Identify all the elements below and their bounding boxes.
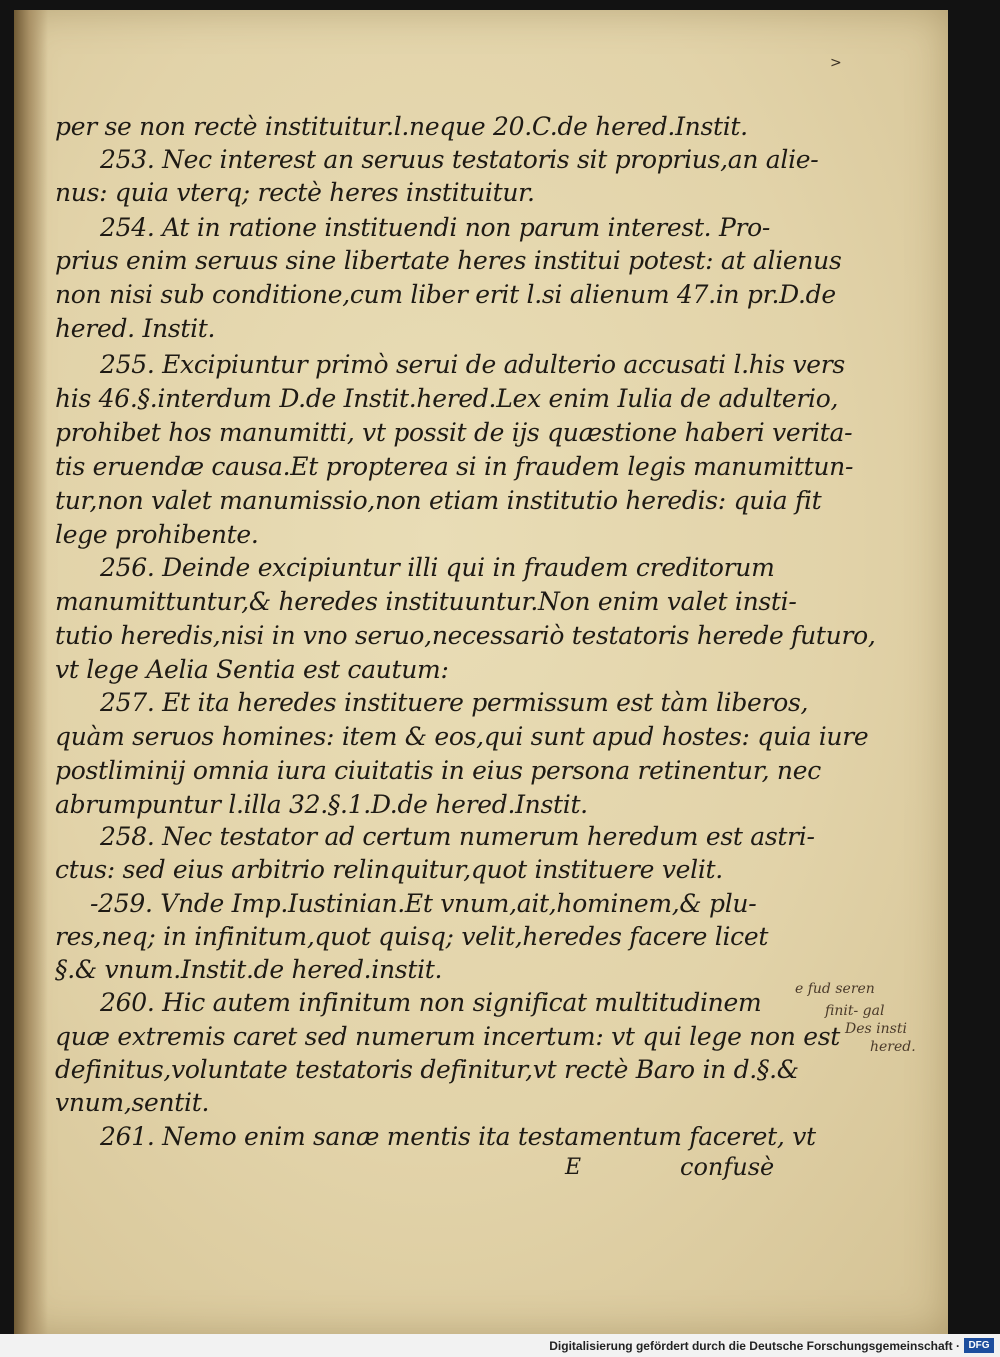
dfg-logo: DFG <box>964 1338 994 1353</box>
text-line: per se non rectè instituitur.l.neque 20.C.de hered.Instit. <box>55 112 748 141</box>
text-line: manumittuntur,& heredes instituuntur.Non enim valet insti- <box>55 587 797 616</box>
text-line: tur,non valet manumissio,non etiam institutio heredis: quia fit <box>55 486 822 515</box>
text-line: 255. Excipiuntur primò serui de adulterio accusati l.his vers <box>100 350 845 379</box>
text-line: 254. At in ratione instituendi non parum interest. Pro- <box>100 213 771 242</box>
text-line: his 46.§.interdum D.de Instit.hered.Lex enim Iulia de adulterio, <box>55 384 839 413</box>
catchword: confusè <box>680 1153 775 1181</box>
text-line: tis eruendæ causa.Et propterea si in fraudem legis manumittun- <box>55 452 854 481</box>
text-line: 260. Hic autem infinitum non significat multitudinem <box>100 988 762 1017</box>
text-line: quàm seruos homines: item & eos,qui sunt apud hostes: quia iure <box>55 722 869 751</box>
marginal-note-line: e fud seren <box>795 981 875 997</box>
marginal-note-line: hered. <box>870 1039 916 1055</box>
marginal-note-line: finit- gal <box>825 1003 885 1019</box>
text-line: quæ extremis caret sed numerum incertum: vt qui lege non est <box>55 1022 840 1051</box>
text-line: 261. Nemo enim sanæ mentis ita testamentum faceret, vt <box>100 1122 816 1151</box>
text-line: 253. Nec interest an seruus testatoris sit proprius,an alie- <box>100 145 819 174</box>
text-line: 258. Nec testator ad certum numerum heredum est astri- <box>100 822 815 851</box>
text-line: vnum,sentit. <box>55 1088 210 1117</box>
text-line: ctus: sed eius arbitrio relinquitur,quot instituere velit. <box>55 855 723 884</box>
corner-mark: > <box>830 55 842 71</box>
text-line: tutio heredis,nisi in vno seruo,necessariò testatoris herede futuro, <box>55 621 876 650</box>
page-gutter-shadow <box>14 10 48 1334</box>
text-line: 257. Et ita heredes instituere permissum est tàm liberos, <box>100 688 809 717</box>
text-line: res,neq; in infinitum,quot quisq; velit,heredes facere licet <box>55 922 769 951</box>
text-line: hered. Instit. <box>55 314 216 343</box>
text-line: non nisi sub conditione,cum liber erit l.si alienum 47.in pr.D.de <box>55 280 836 309</box>
text-line: definitus,voluntate testatoris definitur,vt rectè Baro in d.§.& <box>55 1055 799 1084</box>
text-line: prius enim seruus sine libertate heres institui potest: at alienus <box>55 246 842 275</box>
funding-notice: Digitalisierung gefördert durch die Deutsche Forschungsgemeinschaft · <box>549 1339 960 1353</box>
marginal-note-line: Des insti <box>845 1021 907 1037</box>
text-line: §.& vnum.Instit.de hered.instit. <box>55 955 443 984</box>
signature-mark: E <box>565 1155 582 1180</box>
text-line: postliminij omnia iura ciuitatis in eius persona retinentur, nec <box>55 756 821 785</box>
text-line: lege prohibente. <box>55 520 259 549</box>
text-line: vt lege Aelia Sentia est cautum: <box>55 655 449 684</box>
text-line: -259. Vnde Imp.Iustinian.Et vnum,ait,hominem,& plu- <box>90 889 757 918</box>
footer-bar <box>0 1334 1000 1357</box>
text-line: prohibet hos manumitti, vt possit de ijs quæstione haberi verita- <box>55 418 853 447</box>
text-line: nus: quia vterq; rectè heres instituitur. <box>55 178 535 207</box>
text-line: 256. Deinde excipiuntur illi qui in fraudem creditorum <box>100 553 775 582</box>
text-line: abrumpuntur l.illa 32.§.1.D.de hered.Instit. <box>55 790 588 819</box>
